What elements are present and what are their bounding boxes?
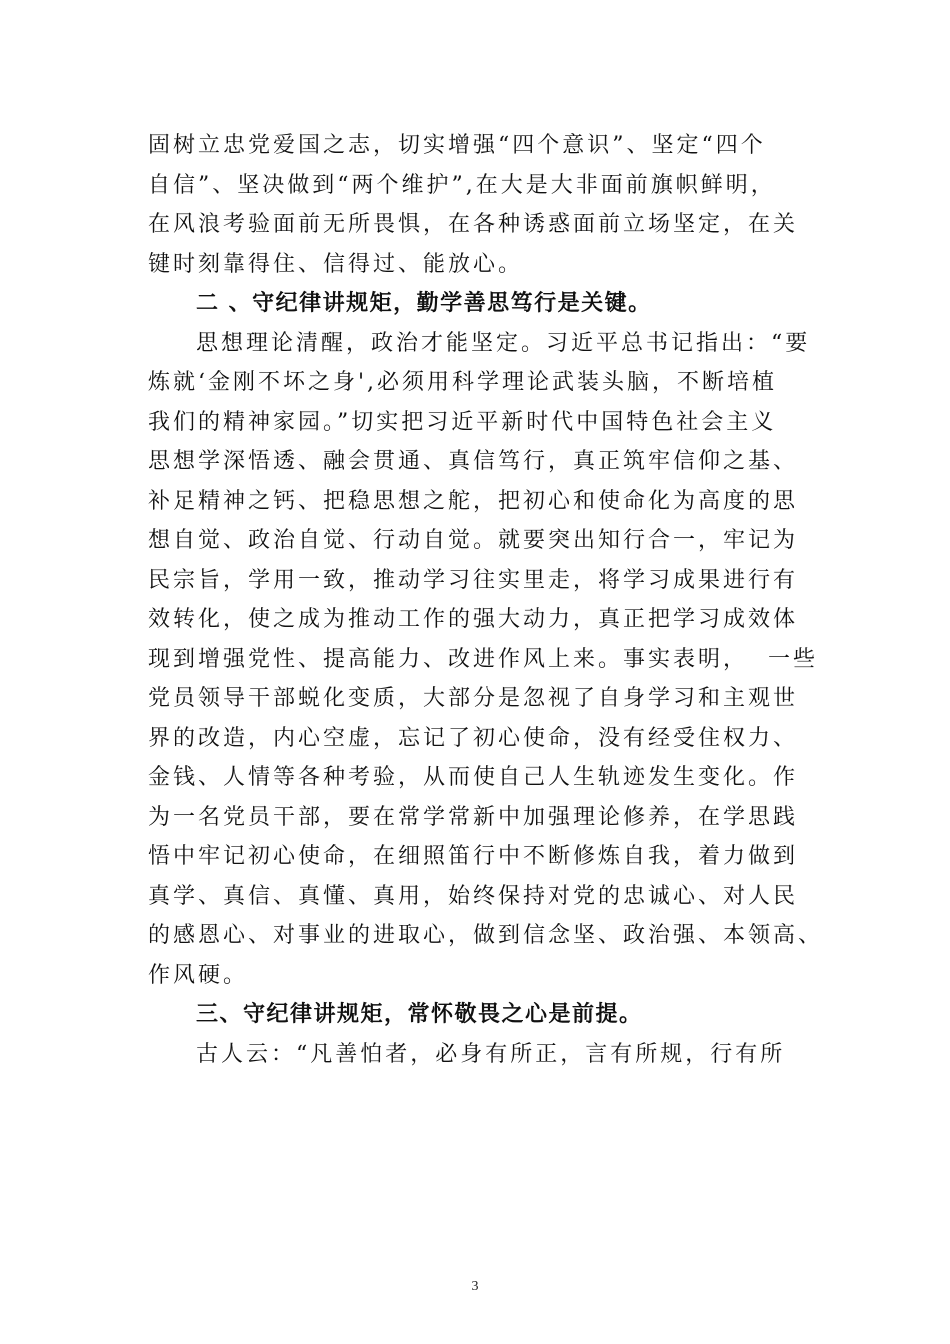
text-line: 自信”、坚决做到“两个维护”,在大是大非面前旗帜鲜明， [148, 172, 776, 198]
text-line: 固树立忠党爱国之志，切实增强“四个意识”、坚定“四个 [148, 133, 766, 158]
text-line: 键时刻靠得住、信得过、能放心。 [148, 251, 524, 277]
text-line: 我们的精神家园。”切实把习近平新时代中国特色社会主义 [148, 409, 777, 435]
text-line: 民宗旨，学用一致，推动学习往实里走，将学习成果进行有 [148, 567, 799, 593]
section-heading: 三、守纪律讲规矩，常怀敬畏之心是前提。 [196, 1002, 643, 1027]
text-line: 现到增强党性、提高能力、改进作风上来。事实表明， 一些 [148, 646, 818, 672]
text-line: 党员领导干部蜕化变质，大部分是忽视了自身学习和主观世 [148, 686, 799, 711]
text-line: 思想理论清醒，政治才能坚定。习近平总书记指出：“要 [196, 330, 811, 356]
text-line: 思想学深悟透、融会贯通、真信笃行，真正筑牢信仰之基、 [148, 449, 799, 474]
text-line: 炼就‘金刚不坏之身',必须用科学理论武装头脑，不断培植 [148, 370, 778, 395]
text-line: 补足精神之钙、把稳思想之舵，把初心和使命化为高度的思 [148, 488, 799, 514]
text-line: 真学、真信、真懂、真用，始终保持对党的忠诚心、对人民 [148, 883, 799, 909]
text-line: 界的改造，内心空虚，忘记了初心使命，没有经受住权力、 [148, 725, 799, 751]
text-line: 金钱、人情等各种考验，从而使自己人生轨迹发生变化。作 [148, 765, 799, 790]
text-line: 的感恩心、对事业的进取心，做到信念坚、政治强、本领高、 [148, 923, 824, 948]
text-line: 效转化，使之成为推动工作的强大动力，真正把学习成效体 [148, 607, 799, 632]
text-line: 为一名党员干部，要在常学常新中加强理论修养，在学思践 [148, 804, 799, 830]
text-line: 悟中牢记初心使命，在细照笛行中不断修炼自我，着力做到 [148, 844, 799, 869]
page-number: 3 [471, 1279, 479, 1294]
text-line: 作风硬。 [148, 962, 249, 988]
text-line: 想自觉、政治自觉、行动自觉。就要突出知行合一，牢记为 [148, 528, 799, 553]
document-body [148, 126, 824, 1074]
text-line: 古人云：“凡善怕者，必身有所正，言有所规，行有所 [196, 1041, 786, 1067]
section-heading: 二 、守纪律讲规矩，勤学善思笃行是关键。 [196, 291, 652, 316]
text-line: 在风浪考验面前无所畏惧，在各种诱惑面前立场坚定，在关 [148, 212, 799, 237]
